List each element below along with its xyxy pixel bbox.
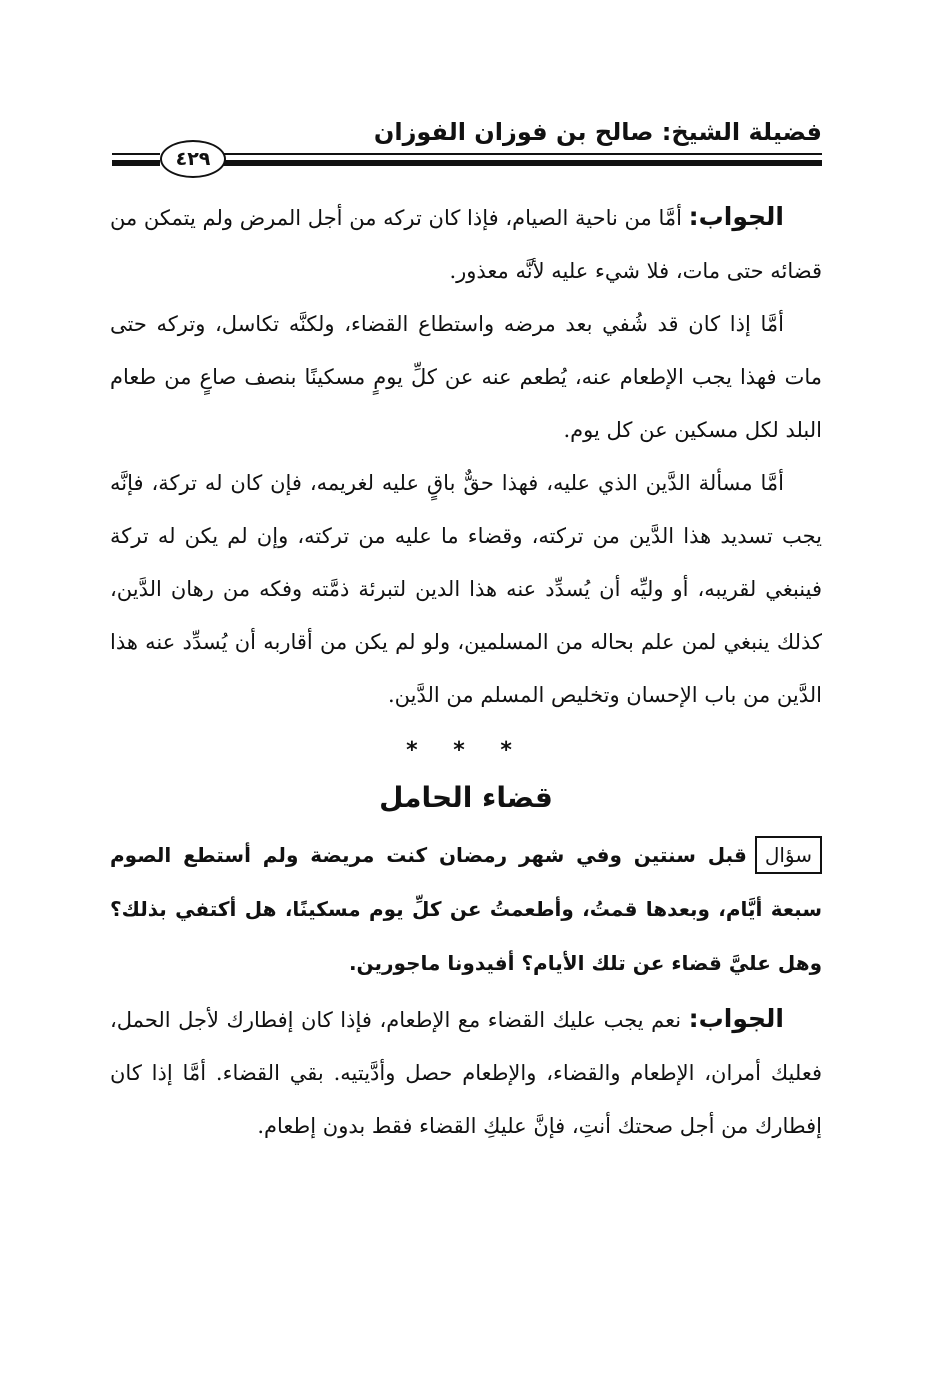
answer-text: نعم يجب عليك القضاء مع الإطعام، فإذا كان إفطارك لأجل الحمل، فعليك أمران، الإطعام والقضاء، والإطعام حصل وأدَّيتيه. بقي القضاء. أمَّا إذا كان إفطارك من أجل صحتك أنتِ، فإنَّ عليكِ القضاء فقط بدون إطعام. <box>110 1008 822 1138</box>
header-rule-left-thick <box>112 160 160 166</box>
question-label-box: سؤال <box>755 836 822 874</box>
answer-paragraph-2: أمَّا إذا كان قد شُفي بعد مرضه واستطاع القضاء، ولكنَّه تكاسل، وتركه حتى مات فهذا يجب الإطعام عنه، يُطعم عنه عن كلِّ يومٍ مسكينًا بنصف صاعٍ من طعام البلد لكل مسكين عن كل يوم. <box>110 312 822 442</box>
answer-lead: الجواب: <box>688 202 784 231</box>
question-text: قبل سنتين وفي شهر رمضان كنت مريضة ولم أستطع الصوم سبعة أيَّام، وبعدها قمتُ، وأطعمتُ عن كلِّ يوم مسكينًا، هل أكتفي بذلك؟ وهل عليَّ قضاء عن تلك الأيام؟ أفيدونا ماجورين. <box>110 843 822 975</box>
header-rule-thick <box>222 160 822 166</box>
section-separator: * * * <box>406 738 526 763</box>
answer-paragraph-1 <box>110 190 822 298</box>
answer-lead: الجواب: <box>688 1004 784 1033</box>
answer-text: أمَّا من ناحية الصيام، فإذا كان تركه من أجل المرض ولم يتمكن من قضائه حتى مات، فلا شيء عليه لأنَّه معذور. <box>110 206 822 283</box>
header-rule-left-thin <box>112 153 160 155</box>
page-body <box>110 190 822 1153</box>
running-title: فضيلة الشيخ: صالح بن فوزان الفوزان <box>373 118 822 146</box>
question-paragraph <box>110 828 822 990</box>
answer-paragraph-4 <box>110 992 822 1153</box>
answer-paragraph-3: أمَّا مسألة الدَّين الذي عليه، فهذا حقٌّ باقٍ عليه لغريمه، فإن كان له تركة، فإنَّه يجب تسديد هذا الدَّين من تركته، وقضاء ما عليه من تركته، وإن لم يكن له تركة فينبغي لقريبه، أو وليِّه أن يُسدِّد عنه هذا الدين لتبرئة ذمَّته وفكه من رهان الدَّين، كذلك ينبغي لمن علم بحاله من المسلمين، ولو لم يكن من أقاربه أن يُسدِّد عنه هذا الدَّين من باب الإحسان وتخليص المسلم من الدَّين. <box>110 471 822 707</box>
section-heading: قضاء الحامل <box>379 781 553 814</box>
header-rule-thin <box>222 153 822 155</box>
page-number-badge: ٤٢٩ <box>160 140 226 178</box>
